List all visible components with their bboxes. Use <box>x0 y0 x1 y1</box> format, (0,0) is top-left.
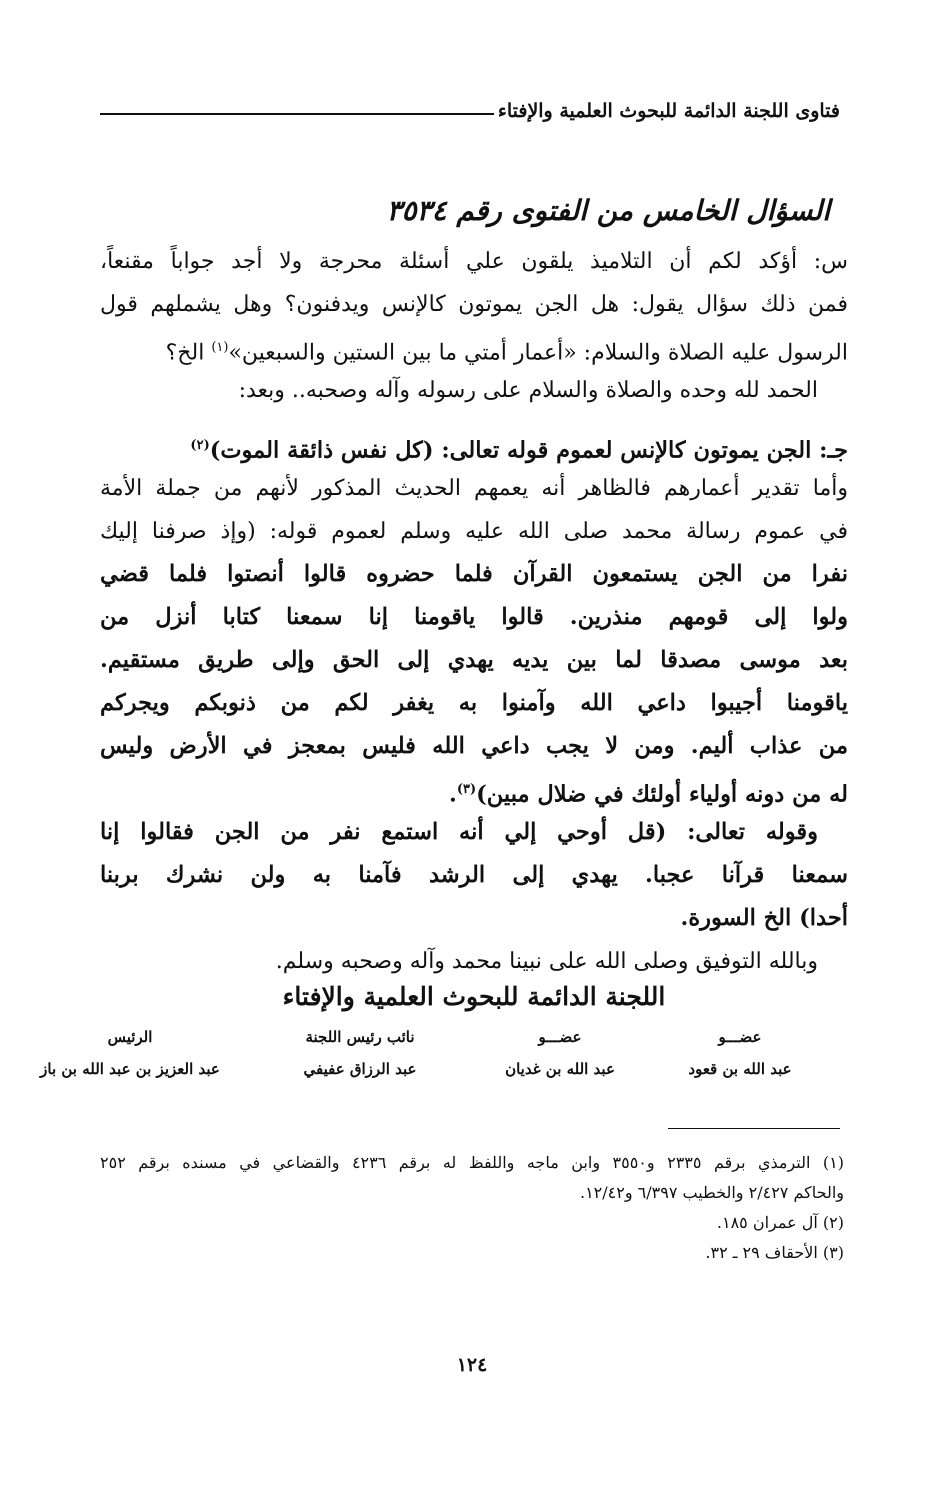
question-line: الرسول عليه الصلاة والسلام: «أعمار أمتي ما بين الستين والسبعين»$^{(١)}$ الخ؟ <box>165 340 848 366</box>
verse-line: بعد موسى مصدقا لما بين يديه يهدي إلى الحق وإلى طريق مستقيم. <box>100 647 848 673</box>
verse-line: ياقومنا أجيبوا داعي الله وآمنوا به يغفر لكم من ذنوبكم ويجركم <box>100 690 848 716</box>
verse-line: نفرا من الجن يستمعون القرآن فلما حضروه قالوا أنصتوا فلما قضي <box>100 561 848 587</box>
footnote-ref: (٢) <box>190 438 210 453</box>
footnote: والحاكم ٢/٤٢٧ والخطيب ٦/٣٩٧ و١٢/٤٢. <box>579 1183 844 1202</box>
header-rule <box>100 113 494 115</box>
header-title: فتاوى اللجنة الدائمة للبحوث العلمية والإفتاء <box>497 100 840 122</box>
footnote: (٢) آل عمران ١٨٥. <box>716 1213 844 1232</box>
verse-line: له من دونه أولياء أولئك في ضلال مبين)$^{(٣)}$. <box>449 781 848 808</box>
signature-role: عضـــو <box>538 1028 582 1046</box>
signature-role: نائب رئيس اللجنة <box>305 1028 415 1046</box>
verse-line: أحدا) الخ السورة. <box>680 905 848 931</box>
question-line: فمن ذلك سؤال يقول: هل الجن يموتون كالإنس ويدفنون؟ وهل يشملهم قول <box>100 292 848 317</box>
signature-name: عبد الله بن غديان <box>505 1060 615 1078</box>
page-number: ١٢٤ <box>456 1354 488 1376</box>
footnote: (٣) الأحقاف ٢٩ ـ ٣٢. <box>705 1243 844 1262</box>
praise-line: الحمد لله وحده والصلاة والسلام على رسوله وآله وصحبه.. وبعد: <box>238 378 818 403</box>
footnote-ref: (٣) <box>456 782 477 797</box>
signature-name: عبد الرزاق عفيفي <box>303 1060 417 1078</box>
verse-line: ولوا إلى قومهم منذرين. قالوا ياقومنا إنا سمعنا كتابا أنزل من <box>100 604 848 630</box>
answer-line: في عموم رسالة محمد صلى الله عليه وسلم لعموم قوله: (وإذ صرفنا إليك <box>100 519 848 544</box>
signature-deputy <box>270 1022 450 1086</box>
closing-line: وبالله التوفيق وصلى الله على نبينا محمد وآله وصحبه وسلم. <box>275 949 818 974</box>
running-header <box>100 86 840 122</box>
footnote-divider <box>668 1128 840 1129</box>
signature-name: عبد العزيز بن عبد الله بن باز <box>40 1060 220 1078</box>
footnotes <box>100 1148 844 1268</box>
verse-line: وقوله تعالى: (قل أوحي إلي أنه استمع نفر من الجن فقالوا إنا <box>100 819 818 845</box>
verse-line: من عذاب أليم. ومن لا يجب داعي الله فليس بمعجز في الأرض وليس <box>100 733 848 759</box>
answer-line: جـ: الجن يموتون كالإنس لعموم قوله تعالى: (كل نفس ذائقة الموت)$^{(٢)}$ <box>190 437 848 464</box>
question-title: السؤال الخامس من الفتوى رقم ٣٥٣٤ <box>386 194 830 227</box>
question-block <box>100 240 848 412</box>
footnote-ref: (١) <box>211 340 229 355</box>
signature-member <box>650 1022 830 1086</box>
signature-role: عضـــو <box>718 1028 762 1046</box>
question-line: س: أؤكد لكم أن التلاميذ يلقون علي أسئلة محرجة ولا أجد جواباً مقنعاً، <box>100 249 848 274</box>
answer-block <box>100 424 848 983</box>
signature-name: عبد الله بن قعود <box>688 1060 792 1078</box>
signature-role: الرئيس <box>107 1028 153 1046</box>
footnote: (١) الترمذي برقم ٢٣٣٥ و٣٥٥٠ وابن ماجه واللفظ له برقم ٤٢٣٦ والقضاعي في مسنده برقم ٢٥٢ <box>100 1153 845 1172</box>
signature-chairman <box>40 1022 220 1086</box>
committee-title: اللجنة الدائمة للبحوث العلمية والإفتاء <box>282 982 666 1011</box>
answer-line: وأما تقدير أعمارهم فالظاهر أنه يعمهم الحديث المذكور لأنهم من جملة الأمة <box>100 476 848 501</box>
verse-line: سمعنا قرآنا عجبا. يهدي إلى الرشد فآمنا به ولن نشرك بربنا <box>100 862 848 888</box>
signature-member <box>470 1022 650 1086</box>
